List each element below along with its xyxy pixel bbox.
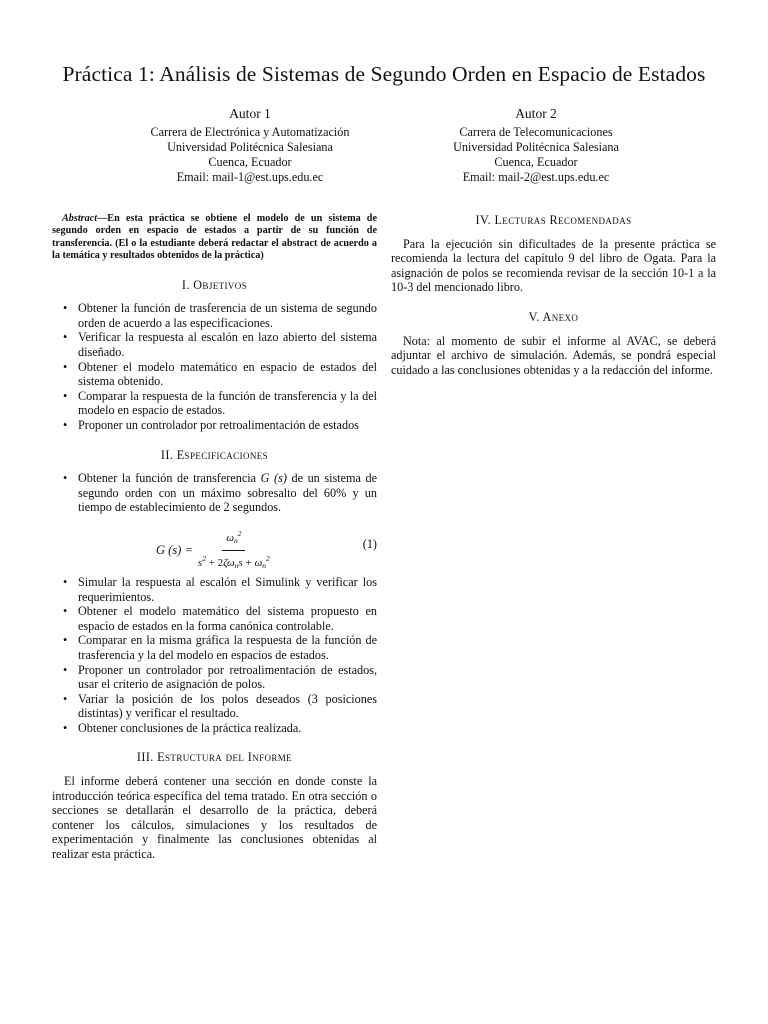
author-name: Autor 2 xyxy=(515,106,557,121)
section-heading-especificaciones: II. Especificaciones xyxy=(160,447,269,462)
author-university: Universidad Politécnica Salesiana xyxy=(167,140,333,154)
author-university: Universidad Politécnica Salesiana xyxy=(453,140,619,154)
transfer-function-symbol: G (s) xyxy=(260,471,287,486)
equation-1 xyxy=(52,525,377,569)
abstract-text: —En esta práctica se obtiene el modelo de un sistema de segundo orden en espacio de estados a partir de su función de transferencia. (El o la estudiante deberá redactar el abstract de acuerdo a la temática y resultados obtenidos de la práctica) xyxy=(52,213,377,262)
especificaciones-list-continued xyxy=(52,575,377,736)
author-email: Email: mail-2@est.ups.edu.ec xyxy=(462,170,610,184)
list-item: • Proponer un controlador por retroalimentación de estados, usar el criterio de asignación de polos. xyxy=(52,663,377,692)
right-column xyxy=(391,213,716,377)
author-city: Cuenca, Ecuador xyxy=(494,155,578,169)
equation-lhs: G (s) = xyxy=(156,542,193,557)
equation-fraction xyxy=(198,527,270,573)
list-item: • Proponer un controlador por retroalimentación de estados xyxy=(52,418,377,433)
item-text: Obtener la función de transferencia xyxy=(78,471,261,486)
author-name: Autor 1 xyxy=(229,106,271,121)
list-item: • Comparar en la misma gráfica la respuesta de la función de trasferencia y la del modelo en espacios de estados. xyxy=(52,633,377,662)
especificaciones-list xyxy=(52,471,377,515)
equation-expression xyxy=(156,527,270,573)
list-item: • Variar la posición de los polos deseados (3 posiciones distintas) y verificar el resultado. xyxy=(52,692,377,721)
left-column xyxy=(52,213,377,862)
list-item: • Obtener el modelo matemático en espacio de estados del sistema obtenido. xyxy=(52,360,377,389)
author-city: Cuenca, Ecuador xyxy=(208,155,292,169)
objetivos-list xyxy=(52,301,377,432)
equation-numerator: $\omega_n^2$ xyxy=(222,527,245,551)
list-item: • Simular la respuesta al escalón el Simulink y verificar los requerimientos. xyxy=(52,575,377,604)
section-heading-anexo: V. Anexo xyxy=(528,309,579,324)
section-heading-lecturas: IV. Lecturas Recomendadas xyxy=(475,213,632,227)
list-item: • Obtener el modelo matemático del sistema propuesto en espacio de estados en la forma canónica controlable. xyxy=(52,604,377,633)
author-department: Carrera de Electrónica y Automatización xyxy=(150,125,350,139)
equation-denominator: $s^2 + 2\zeta\omega_ns + \omega_n^2$ xyxy=(197,553,270,570)
list-item: • Comparar la respuesta de la función de transferencia y la del modelo en espacio de estados. xyxy=(52,389,377,418)
author-block-2 xyxy=(371,106,701,185)
equation-number: (1) xyxy=(362,536,377,551)
abstract-lead: Abstract xyxy=(62,213,98,224)
author-department: Carrera de Telecomunicaciones xyxy=(459,125,613,139)
list-item xyxy=(52,471,377,515)
paper-title: Práctica 1: Análisis de Sistemas de Segundo Orden en Espacio de Estados xyxy=(62,62,706,86)
section-heading-objetivos: I. Objetivos xyxy=(181,277,248,292)
list-item: • Verificar la respuesta al escalón en lazo abierto del sistema diseñado. xyxy=(52,330,377,359)
author-email: Email: mail-1@est.ups.edu.ec xyxy=(176,170,324,184)
list-item: • Obtener conclusiones de la práctica realizada. xyxy=(52,721,377,736)
item-text: de un sistema de segundo orden con un máximo sobresalto del 60% y un tiempo de establecimiento de 2 segundos. xyxy=(78,471,377,515)
estructura-paragraph: El informe deberá contener una sección en donde conste la introducción teórica específica del tema tratado. En otra sección o secciones se detallarán el desarrollo de la práctica, deberá contener los cálculos, simulaciones y los resultados de experimentación y finalmente las conclusiones obtenidas al realizar esta práctica. xyxy=(52,774,377,862)
author-block-1 xyxy=(85,106,415,185)
anexo-paragraph: Nota: al momento de subir el informe al AVAC, se deberá adjuntar el archivo de simulación. Además, se pondrá especial cuidado a las conclusiones obtenidas y a la redacción del informe. xyxy=(391,333,716,377)
section-heading-estructura: III. Estructura del Informe xyxy=(136,750,293,765)
lecturas-paragraph: Para la ejecución sin dificultades de la presente práctica se recomienda la lectura del capítulo 9 del libro de Ogata. Para la asignación de polos se recomienda revisar de la sección 10-1 a la 10-3 del mencionado libro. xyxy=(391,236,716,295)
abstract xyxy=(52,213,377,263)
list-item: • Obtener la función de trasferencia de un sistema de segundo orden de acuerdo a las especificaciones. xyxy=(52,301,377,330)
